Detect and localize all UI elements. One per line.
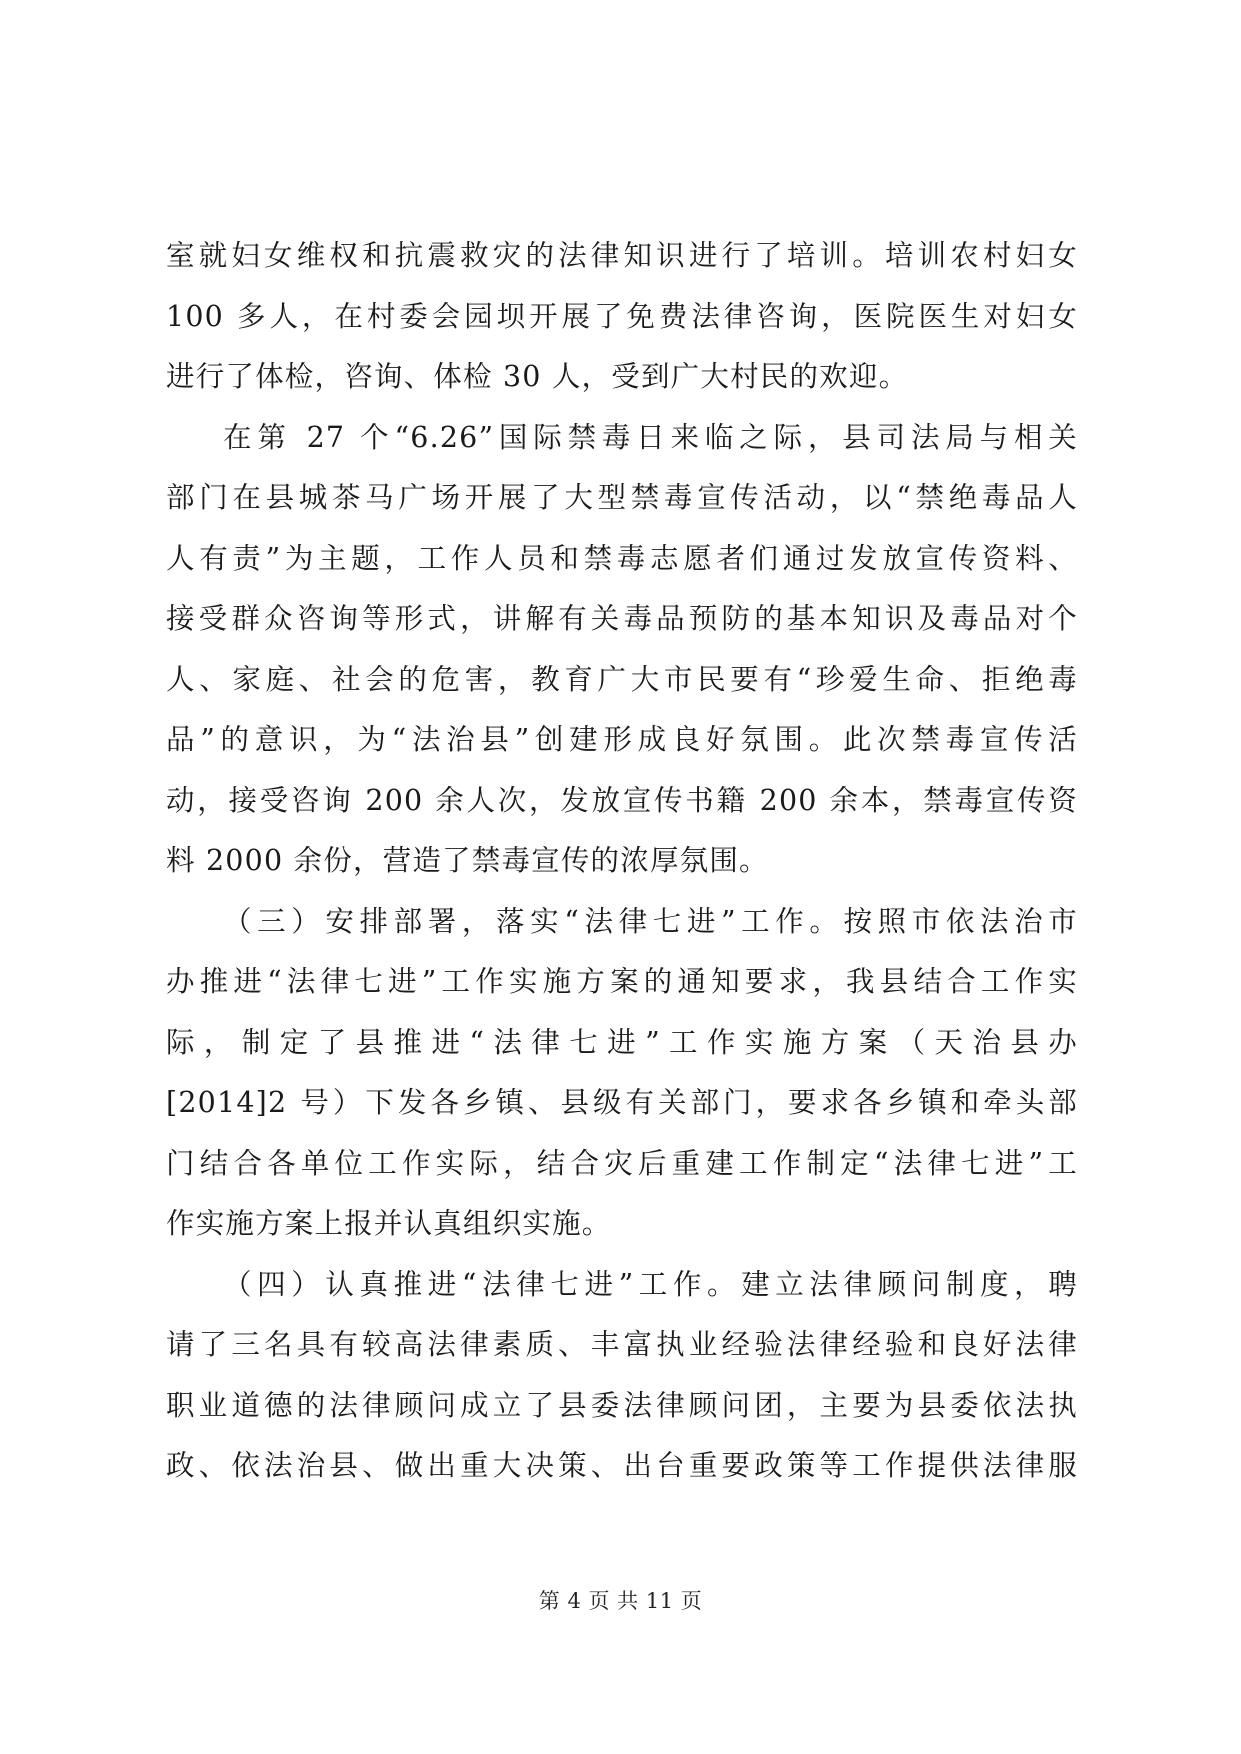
document-body	[166, 226, 1078, 1497]
paragraph-start-line: 在第 27 个“6.26”国际禁毒日来临之际，县司法局与相关	[223, 420, 1078, 454]
body-line: 职业道德的法律顾问成立了县委法律顾问团，主要为县委依法执	[166, 1388, 1078, 1422]
body-line: 作实施方案上报并认真组织实施。	[166, 1207, 612, 1240]
body-line: 请了三名具有较高法律素质、丰富执业经验法律经验和良好法律	[166, 1328, 1078, 1361]
body-line: 门结合各单位工作实际，结合灾后重建工作制定“法律七进”工	[166, 1146, 1078, 1180]
page-footer: 第 4 页 共 11 页	[538, 1589, 703, 1613]
body-line: 人有责”为主题，工作人员和禁毒志愿者们通过发放宣传资料、	[166, 541, 1078, 575]
body-line: 室就妇女维权和抗震救灾的法律知识进行了培训。培训农村妇女	[166, 239, 1078, 272]
body-line: 人、家庭、社会的危害，教育广大市民要有“珍爱生命、拒绝毒	[166, 662, 1078, 696]
body-line: 进行了体检，咨询、体检 30 人，受到广大村民的欢迎。	[166, 360, 909, 393]
body-line: 100 多人，在村委会园坝开展了免费法律咨询，医院医生对妇女	[166, 299, 1078, 333]
body-line: 动，接受咨询 200 余人次，发放宣传书籍 200 余本，禁毒宣传资	[166, 783, 1078, 817]
body-line: [2014]2 号）下发各乡镇、县级有关部门，要求各乡镇和牵头部	[166, 1086, 1078, 1119]
body-line: 部门在县城茶马广场开展了大型禁毒宣传活动，以“禁绝毒品人	[166, 481, 1078, 514]
body-line: 办推进“法律七进”工作实施方案的通知要求，我县结合工作实	[166, 965, 1078, 998]
body-line: 接受群众咨询等形式，讲解有关毒品预防的基本知识及毒品对个	[166, 602, 1078, 635]
body-line: 料 2000 余份，营造了禁毒宣传的浓厚氛围。	[166, 844, 769, 877]
paragraph-start-line: （四）认真推进“法律七进”工作。建立法律顾问制度，聘	[223, 1267, 1078, 1301]
paragraph-start-line: （三）安排部署，落实“法律七进”工作。按照市依法治市	[223, 904, 1078, 938]
body-line: 政、依法治县、做出重大决策、出台重要政策等工作提供法律服	[166, 1449, 1078, 1482]
body-line: 品”的意识，为“法治县”创建形成良好氛围。此次禁毒宣传活	[166, 723, 1078, 756]
body-line: 际，制定了县推进“法律七进”工作实施方案（天治县办	[166, 1025, 1078, 1059]
